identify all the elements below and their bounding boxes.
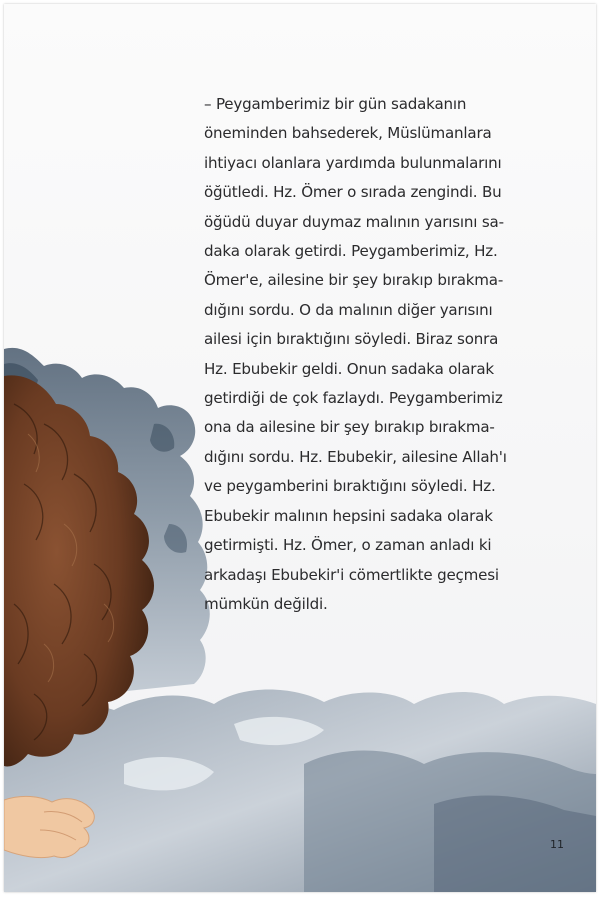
story-line: arkadaşı Ebubekir'i cömertlikte geçmesi: [204, 565, 499, 584]
story-paragraph: [204, 90, 544, 619]
story-line: ve peygamberini bıraktığını söyledi. Hz.: [204, 477, 496, 496]
story-line: Hz. Ebubekir geldi. Onun sadaka olarak: [204, 359, 494, 378]
story-line: – Peygamberimiz bir gün sadakanın: [204, 95, 467, 113]
book-page: [4, 4, 596, 892]
story-line: öğütledi. Hz. Ömer o sırada zengindi. Bu: [204, 183, 502, 202]
story-line: daka olarak getirdi. Peygamberimiz, Hz.: [204, 242, 498, 261]
story-line: öneminden bahsederek, Müslümanlara: [204, 124, 492, 143]
story-line: öğüdü duyar duymaz malının yarısını sa-: [204, 212, 504, 231]
story-line: Ebubekir malının hepsini sadaka olarak: [204, 506, 493, 525]
story-line: ailesi için bıraktığını söyledi. Biraz sonra: [204, 330, 499, 349]
story-line: ihtiyacı olanlara yardımda bulunmalarını: [204, 153, 502, 172]
story-line: getirdiği de çok fazlaydı. Peygamberimiz: [204, 389, 503, 408]
story-line: getirmişti. Hz. Ömer, o zaman anladı ki: [204, 536, 492, 555]
story-line: Ömer'e, ailesine bir şey bırakıp bırakma-: [204, 271, 504, 290]
story-line: dığını sordu. Hz. Ebubekir, ailesine Allah'ı: [204, 447, 507, 466]
story-line: dığını sordu. O da malının diğer yarısını: [204, 300, 493, 319]
page-number: 11: [550, 838, 564, 851]
story-line: mümkün değildi.: [204, 594, 328, 613]
story-line: ona da ailesine bir şey bırakıp bırakma-: [204, 418, 495, 437]
